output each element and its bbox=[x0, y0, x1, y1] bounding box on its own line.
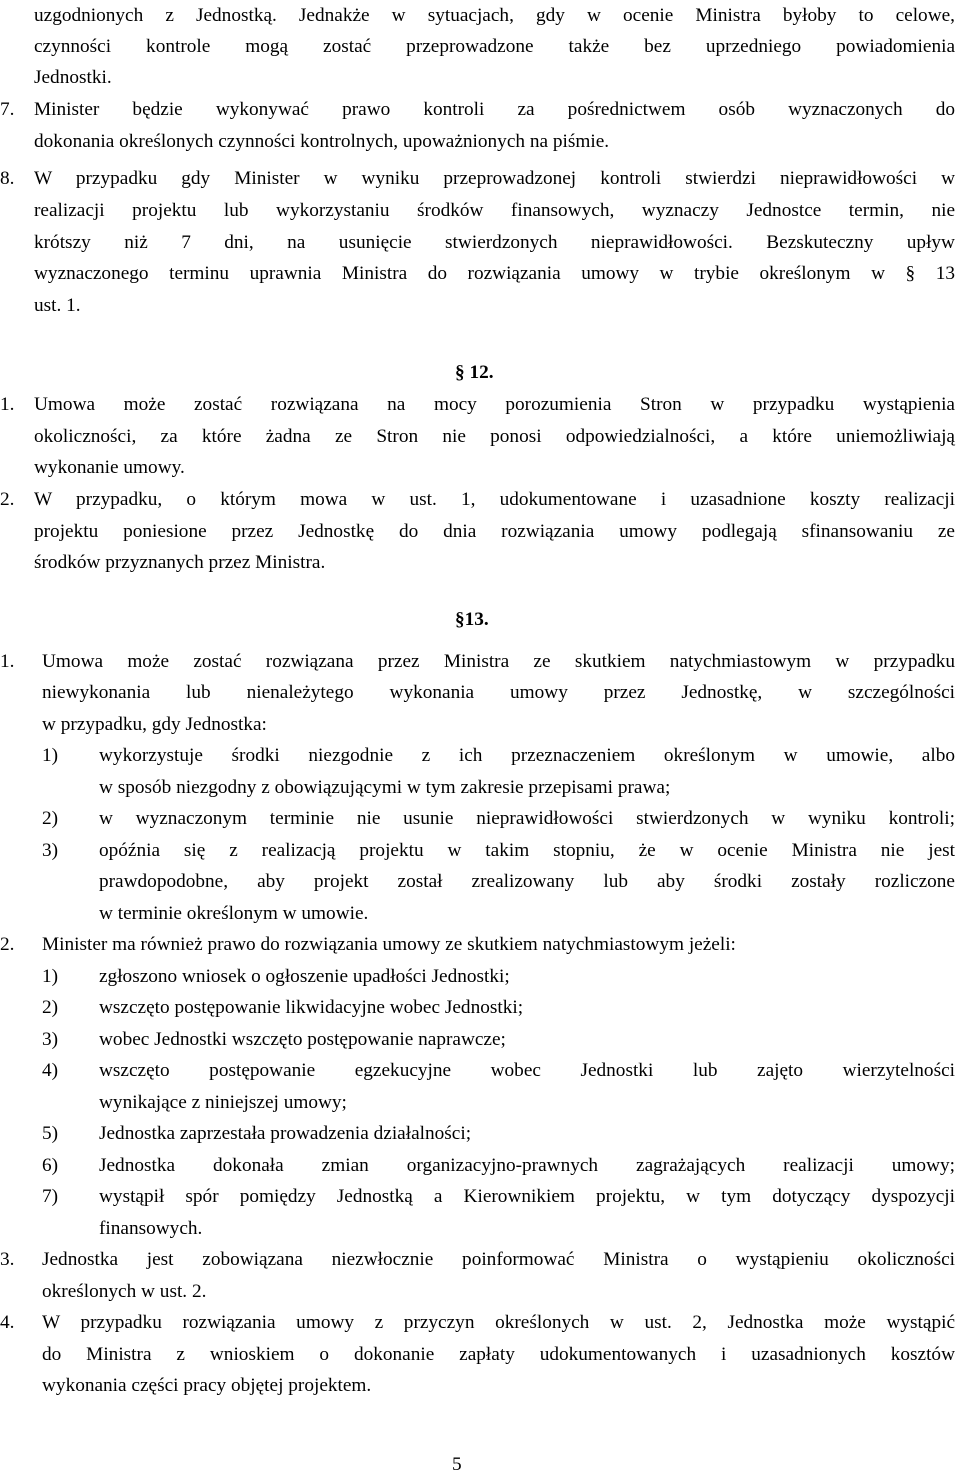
text-line: wykonania części pracy objętej projektem. bbox=[42, 1375, 372, 1396]
text-line: Umowa może zostać rozwiązana na mocy porozumienia Stron w przypadku wystąpienia bbox=[34, 394, 955, 415]
text-line: Jednostki. bbox=[34, 67, 112, 88]
text-line: wyznaczonego terminu uprawnia Ministra do rozwiązania umowy w trybie określonym w § 13 bbox=[34, 263, 955, 284]
subitem-number: 7) bbox=[42, 1186, 59, 1207]
subitem-number: 4) bbox=[42, 1060, 59, 1081]
text-line: w terminie określonym w umowie. bbox=[99, 903, 369, 924]
text-line: wobec Jednostki wszczęto postępowanie naprawcze; bbox=[99, 1029, 506, 1050]
item-number: 2. bbox=[0, 934, 15, 955]
section-heading-number: 12. bbox=[469, 362, 494, 383]
text-line: Jednostka dokonała zmian organizacyjno-prawnych zagrażających realizacji umowy; bbox=[99, 1155, 955, 1176]
text-line: W przypadku, o którym mowa w ust. 1, udokumentowane i uzasadnione koszty realizacji bbox=[34, 489, 955, 510]
subitem-number: 3) bbox=[42, 840, 59, 861]
subitem-number: 3) bbox=[42, 1029, 59, 1050]
text-line: uzgodnionych z Jednostką. Jednakże w sytuacjach, gdy w ocenie Ministra byłoby to celowe, bbox=[34, 5, 955, 26]
text-line: w wyznaczonym terminie nie usunie nieprawidłowości stwierdzonych w wyniku kontroli; bbox=[99, 808, 955, 829]
subitem-number: 1) bbox=[42, 745, 59, 766]
text-line: Umowa może zostać rozwiązana przez Ministra ze skutkiem natychmiastowym w przypadku bbox=[42, 651, 955, 672]
text-line: wykonanie umowy. bbox=[34, 457, 185, 478]
text-line: okoliczności, za które żadna ze Stron nie ponosi odpowiedzialności, a które uniemożliwiają bbox=[34, 426, 955, 447]
text-line: projektu poniesione przez Jednostkę do dnia rozwiązania umowy podlegają sfinansowaniu ze bbox=[34, 521, 955, 542]
text-line: środków przyznanych przez Ministra. bbox=[34, 552, 326, 573]
subitem-number: 2) bbox=[42, 808, 59, 829]
section-sign: § bbox=[455, 362, 465, 383]
text-line: dokonania określonych czynności kontrolnych, upoważnionych na piśmie. bbox=[34, 131, 610, 152]
section-heading bbox=[455, 357, 494, 389]
item-number: 4. bbox=[0, 1312, 15, 1333]
item-number: 1. bbox=[0, 394, 15, 415]
text-line: zgłoszono wniosek o ogłoszenie upadłości Jednostki; bbox=[99, 966, 510, 987]
item-number: 7. bbox=[0, 99, 15, 120]
section-heading bbox=[455, 604, 489, 636]
text-line: ust. 1. bbox=[34, 295, 81, 316]
section-heading-number: 13. bbox=[464, 609, 489, 630]
text-line: prawdopodobne, aby projekt został zrealizowany lub aby środki zostały rozliczone bbox=[99, 871, 955, 892]
text-line: W przypadku rozwiązania umowy z przyczyn określonych w ust. 2, Jednostka może wystąpić bbox=[42, 1312, 955, 1333]
item-number: 2. bbox=[0, 489, 15, 510]
text-line: realizacji projektu lub wykorzystaniu środków finansowych, wyznaczy Jednostce termin, nie bbox=[34, 200, 955, 221]
subitem-number: 1) bbox=[42, 966, 59, 987]
text-line: Jednostka zaprzestała prowadzenia działalności; bbox=[99, 1123, 472, 1144]
item-number: 3. bbox=[0, 1249, 15, 1270]
text-line: Jednostka jest zobowiązana niezwłocznie poinformować Ministra o wystąpieniu okoliczności bbox=[42, 1249, 955, 1270]
subitem-number: 6) bbox=[42, 1155, 59, 1176]
subitem-number: 5) bbox=[42, 1123, 59, 1144]
text-line: wystąpił spór pomiędzy Jednostką a Kierownikiem projektu, w tym dotyczący dyspozycji bbox=[99, 1186, 955, 1207]
text-line: wykorzystuje środki niezgodnie z ich przeznaczeniem określonym w umowie, albo bbox=[99, 745, 955, 766]
text-line: w przypadku, gdy Jednostka: bbox=[42, 714, 267, 735]
text-line: Minister będzie wykonywać prawo kontroli za pośrednictwem osób wyznaczonych do bbox=[34, 99, 955, 120]
text-line: Minister ma również prawo do rozwiązania umowy ze skutkiem natychmiastowym jeżeli: bbox=[42, 934, 736, 955]
text-line: krótszy niż 7 dni, na usunięcie stwierdzonych nieprawidłowości. Bezskuteczny upływ bbox=[34, 232, 955, 253]
item-number: 1. bbox=[0, 651, 15, 672]
text-line: W przypadku gdy Minister w wyniku przeprowadzonej kontroli stwierdzi nieprawidłowości w bbox=[34, 168, 955, 189]
text-line: finansowych. bbox=[99, 1218, 203, 1239]
text-line: wszczęto postępowanie egzekucyjne wobec Jednostki lub zajęto wierzytelności bbox=[99, 1060, 955, 1081]
text-line: opóźnia się z realizacją projektu w takim stopniu, że w ocenie Ministra nie jest bbox=[99, 840, 955, 861]
subitem-number: 2) bbox=[42, 997, 59, 1018]
text-line: niewykonania lub nienależytego wykonania umowy przez Jednostkę, w szczególności bbox=[42, 682, 955, 703]
text-line: w sposób niezgodny z obowiązującymi w tym zakresie przepisami prawa; bbox=[99, 777, 671, 798]
text-line: czynności kontrole mogą zostać przeprowadzone także bez uprzedniego powiadomienia bbox=[34, 36, 955, 57]
item-number: 8. bbox=[0, 168, 15, 189]
section-sign: § bbox=[455, 609, 465, 630]
text-line: do Ministra z wnioskiem o dokonanie zapłaty udokumentowanych i uzasadnionych kosztów bbox=[42, 1344, 955, 1365]
text-line: wszczęto postępowanie likwidacyjne wobec Jednostki; bbox=[99, 997, 524, 1018]
page-number: 5 bbox=[452, 1454, 462, 1475]
text-line: wynikające z niniejszej umowy; bbox=[99, 1092, 347, 1113]
text-line: określonych w ust. 2. bbox=[42, 1281, 207, 1302]
